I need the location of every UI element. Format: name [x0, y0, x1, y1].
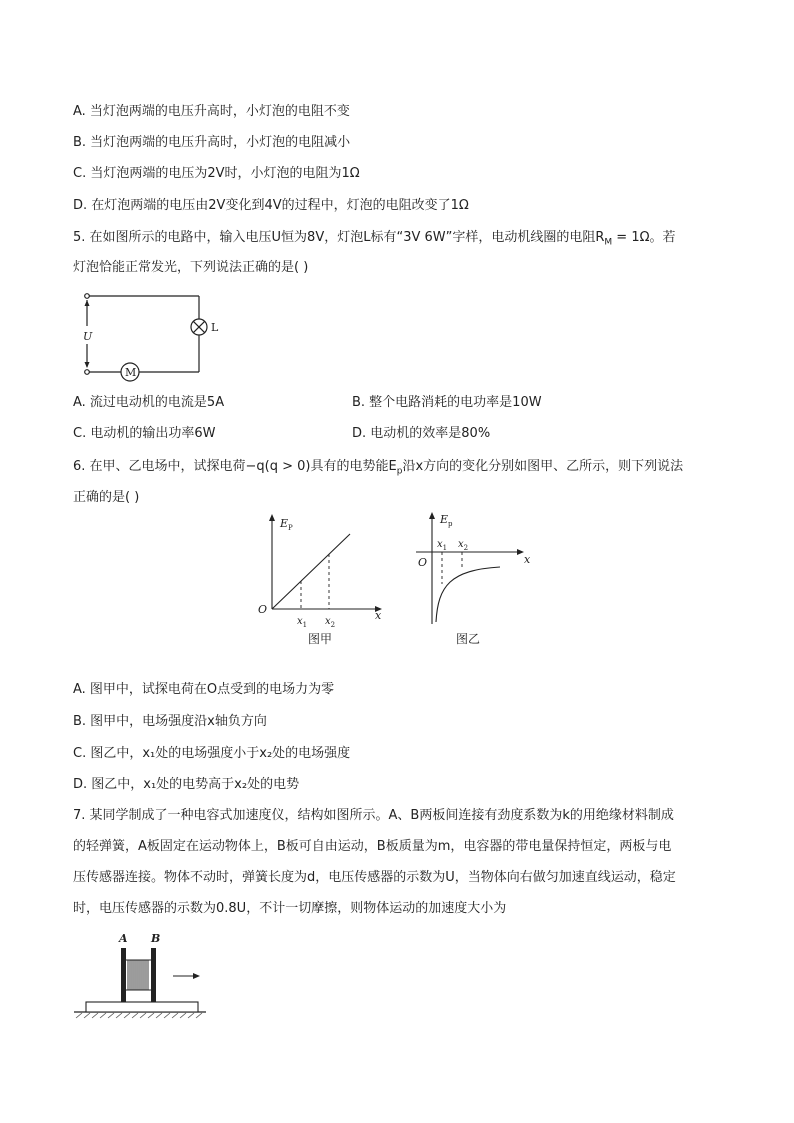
q6a-xlabel: x: [375, 609, 382, 622]
svg-text:Ep: $E_p$: [440, 513, 453, 528]
q5-circuit-figure: [76, 286, 226, 386]
q6-figure-b: [412, 506, 542, 650]
q6-option-a: A. 图甲中，试探电荷在O点受到的电场力为零: [73, 682, 335, 697]
q6a-ylabel-sub: P: [288, 524, 293, 532]
q6a-caption: 图甲: [308, 632, 333, 646]
q6-figure-a: [252, 510, 392, 650]
q7-stem-line3: 压传感器连接。物体不动时，弹簧长度为d，电压传感器的示数为U，当物体向右做匀加速直线运动，稳定: [73, 870, 676, 885]
q4-option-c: C. 当灯泡两端的电压为2V时，小灯泡的电阻为1Ω: [73, 166, 360, 181]
q6b-origin: O: [418, 556, 428, 569]
q7-stem-line2: 的轻弹簧，A板固定在运动物体上，B板可自由运动，B板质量为m，电容器的带电量保持恒定，两板与电: [73, 839, 672, 854]
q6a-ylabel: E: [280, 517, 289, 530]
q6a-x2: x: [325, 616, 331, 627]
q4-option-a: A. 当灯泡两端的电压升高时，小灯泡的电阻不变: [73, 104, 350, 119]
q6-option-d: D. 图乙中，x₁处的电势高于x₂处的电势: [73, 777, 300, 792]
svg-text:x2: $x_2$: [325, 616, 336, 629]
q5-option-c: C. 电动机的输出功率6W: [73, 426, 216, 441]
svg-text:x2: $x_2$: [458, 539, 469, 552]
q6-stem-line2: 正确的是( ): [73, 490, 140, 505]
q5-lamp-label: L: [211, 321, 219, 334]
q6a-origin: O: [258, 603, 268, 616]
q6b-xlabel: x: [524, 553, 531, 566]
q4-option-b: B. 当灯泡两端的电压升高时，小灯泡的电阻减小: [73, 135, 351, 150]
q5-stem-line2: 灯泡恰能正常发光，下列说法正确的是( ): [73, 260, 309, 275]
q6-option-c: C. 图乙中，x₁处的电场强度小于x₂处的电场强度: [73, 746, 351, 761]
q5-option-a: A. 流过电动机的电流是5A: [73, 395, 225, 410]
q6-option-b: B. 图甲中，电场强度沿x轴负方向: [73, 714, 267, 729]
q6-stem-line1: 6. 在甲、乙电场中，试探电荷−q(q > 0)具有的电势能$E_p$沿x方向的变化分别如图甲、乙所示，则下列说法: [73, 459, 684, 477]
q5-voltage-label: U: [83, 330, 93, 343]
q7-stem-line4: 时，电压传感器的示数为0.8U，不计一切摩擦，则物体运动的加速度大小为: [73, 901, 507, 916]
svg-text:x1: $x_1$: [437, 539, 448, 552]
q6a-graph-line: [272, 534, 350, 609]
q6b-x2: x: [458, 539, 464, 550]
svg-text:EP: [279, 517, 293, 532]
q5-option-b: B. 整个电路消耗的电功率是10W: [352, 395, 542, 410]
q6b-x1: x: [437, 539, 443, 550]
q6b-graph-curve: [436, 567, 500, 622]
q7-label-a: A: [119, 932, 128, 945]
q7-accelerometer-figure: [72, 928, 212, 1023]
q6a-x1: x: [297, 616, 303, 627]
q5-stem-line1: 5. 在如图所示的电路中，输入电压U恒为8V，灯泡L标有“3V 6W”字样，电动机线圈的电阻$R_M = 1\Omega$。若: [73, 230, 676, 248]
q6b-ylabel: E: [440, 513, 449, 526]
q7-stem-line1: 7. 某同学制成了一种电容式加速度仪，结构如图所示。A、B两板间连接有劲度系数为k的用绝缘材料制成: [73, 808, 674, 823]
q7-label-b: B: [151, 932, 161, 945]
q5-option-d: D. 电动机的效率是80%: [352, 426, 491, 441]
q6b-caption: 图乙: [456, 632, 481, 646]
q5-motor-label: M: [125, 366, 137, 379]
svg-text:x1: $x_1$: [297, 616, 308, 629]
q4-option-d: D. 在灯泡两端的电压由2V变化到4V的过程中，灯泡的电阻改变了1Ω: [73, 198, 469, 213]
